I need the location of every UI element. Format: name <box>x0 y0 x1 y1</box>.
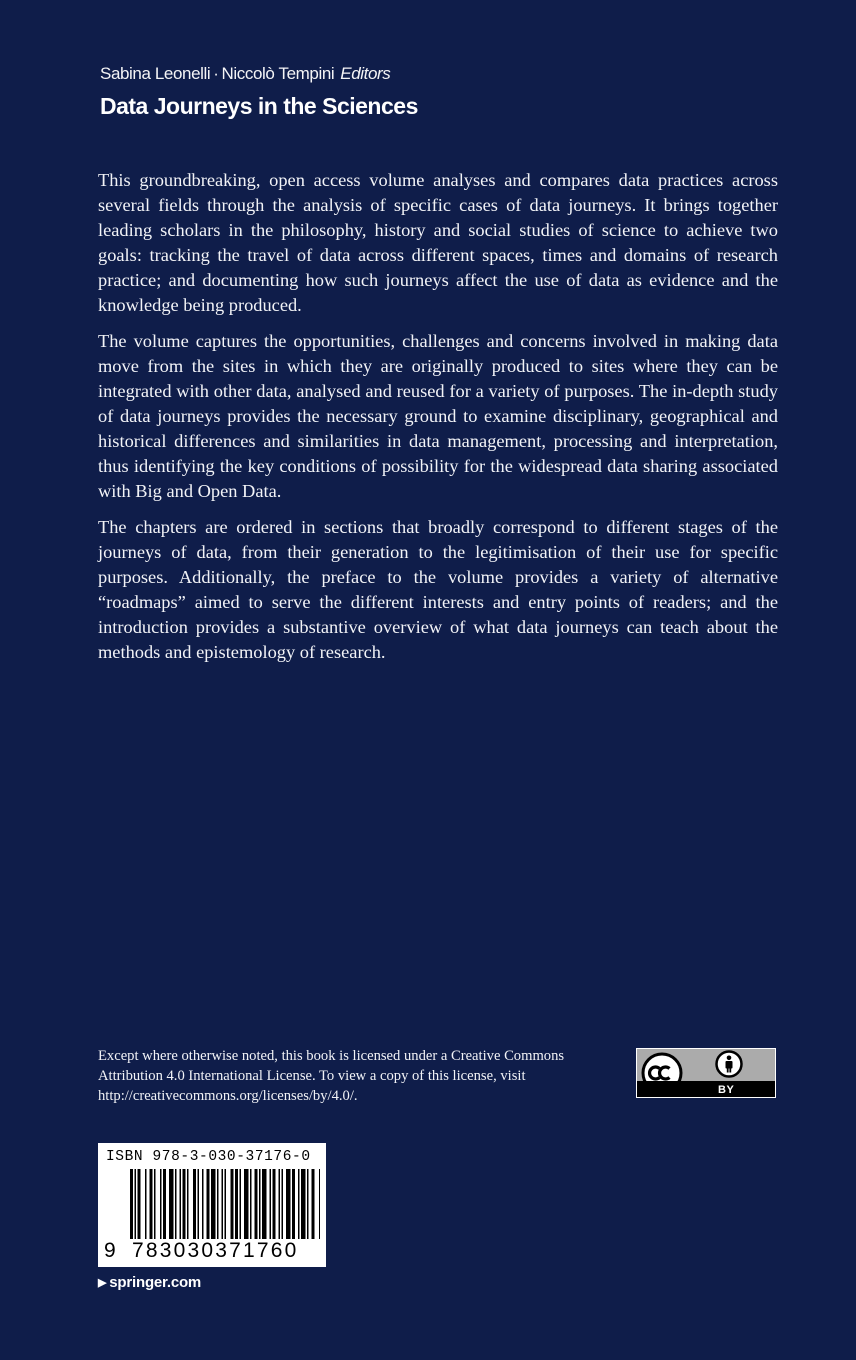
barcode-bar <box>225 1169 227 1239</box>
barcode-bar <box>175 1169 177 1239</box>
barcode-bar <box>292 1169 295 1239</box>
barcode-bar <box>273 1169 276 1239</box>
barcode-bar <box>298 1169 300 1239</box>
barcode-digits <box>98 1238 326 1264</box>
barcode-digit-groups: 783030371760 <box>132 1239 299 1262</box>
editors-line <box>100 64 390 84</box>
barcode-bar <box>163 1169 166 1239</box>
play-arrow-icon: ▶ <box>98 1277 107 1289</box>
barcode-bar <box>207 1169 210 1239</box>
barcode-bar <box>183 1169 186 1239</box>
barcode-bar <box>240 1169 242 1239</box>
barcode-bar <box>211 1169 216 1239</box>
barcode-first-digit: 9 <box>104 1239 116 1262</box>
barcode-bar <box>259 1169 261 1239</box>
barcode-bar <box>270 1169 272 1239</box>
barcode-bar <box>222 1169 224 1239</box>
barcode-bar <box>138 1169 141 1239</box>
barcode-bars <box>130 1169 320 1239</box>
book-title: Data Journeys in the Sciences <box>100 93 418 119</box>
barcode-bar <box>301 1169 306 1239</box>
attribution-person-icon <box>715 1050 743 1078</box>
barcode-bar <box>286 1169 291 1239</box>
barcode-bar <box>198 1169 200 1239</box>
barcode-bar <box>244 1169 249 1239</box>
editor-separator: · <box>213 64 219 83</box>
cc-by-badge[interactable] <box>636 1048 776 1098</box>
editors-role: Editors <box>340 64 391 83</box>
barcode-bar <box>262 1169 267 1239</box>
barcode-bar <box>312 1169 315 1239</box>
barcode-bar <box>193 1169 196 1239</box>
barcode-bar <box>154 1169 156 1239</box>
barcode-bar <box>202 1169 204 1239</box>
barcode-bar <box>235 1169 238 1239</box>
barcode-bar <box>150 1169 153 1239</box>
license-notice: Except where otherwise noted, this book is licensed under a Creative Commons Attribution 4.0 International License. To view a copy of this license, visit http://creativecommons.org/licenses/by/4.0/. <box>98 1048 565 1104</box>
isbn-barcode <box>98 1143 326 1267</box>
badge-bottom-bar <box>637 1081 775 1097</box>
barcode-bar <box>135 1169 137 1239</box>
blurb-paragraph-1: This groundbreaking, open access volume analyses and compares data practices across several fields through the analysis of specific cases of data journeys. It brings together leading scholars in the philosophy, history and social studies of science to achieve two goals: tracking the travel of data across different spaces, times and domains of research practice; and documenting how such journeys affect the use of data as evidence and the knowledge being produced. <box>98 170 778 315</box>
barcode-bar <box>145 1169 147 1239</box>
barcode-bar <box>231 1169 234 1239</box>
barcode-bar <box>187 1169 189 1239</box>
publisher-url: springer.com <box>109 1274 202 1291</box>
blurb-paragraph-2: The volume captures the opportunities, challenges and concerns involved in making data move from the sites in which they are originally produced to sites where they can be integrated with other data, analysed and reused for a variety of purposes. The in-depth study of data journeys provides the necessary ground to examine disciplinary, geographical and historical differences and similarities in data management, processing and interpretation, thus identifying the key conditions of possibility for the widespread data sharing associated with Big and Open Data. <box>98 331 778 501</box>
barcode-bar <box>160 1169 162 1239</box>
publisher-link[interactable] <box>98 1274 201 1291</box>
barcode-bar <box>180 1169 182 1239</box>
barcode-bar <box>217 1169 219 1239</box>
barcode-bar <box>279 1169 281 1239</box>
back-cover-blurb <box>98 168 778 676</box>
barcode-bar <box>255 1169 258 1239</box>
editor-name-1: Sabina Leonelli <box>100 64 211 83</box>
editor-name-2: Niccolò Tempini <box>221 64 335 83</box>
barcode-bar <box>250 1169 252 1239</box>
barcode-bar <box>319 1169 320 1239</box>
barcode-bar <box>130 1169 133 1239</box>
barcode-bar <box>307 1169 309 1239</box>
badge-by-label: BY <box>718 1084 735 1096</box>
blurb-paragraph-3: The chapters are ordered in sections that broadly correspond to different stages of the journeys of data, from their generation to the legitimisation of their use for specific purposes. Additionally, the preface to the volume provides a variety of alternative “roadmaps” aimed to serve the different interests and entry points of readers; and the introduction provides a substantive overview of what data journeys can teach about the methods and epistemology of research. <box>98 517 778 662</box>
isbn-number: ISBN 978-3-030-37176-0 <box>106 1149 311 1165</box>
barcode-bar <box>282 1169 284 1239</box>
barcode-bar <box>169 1169 174 1239</box>
